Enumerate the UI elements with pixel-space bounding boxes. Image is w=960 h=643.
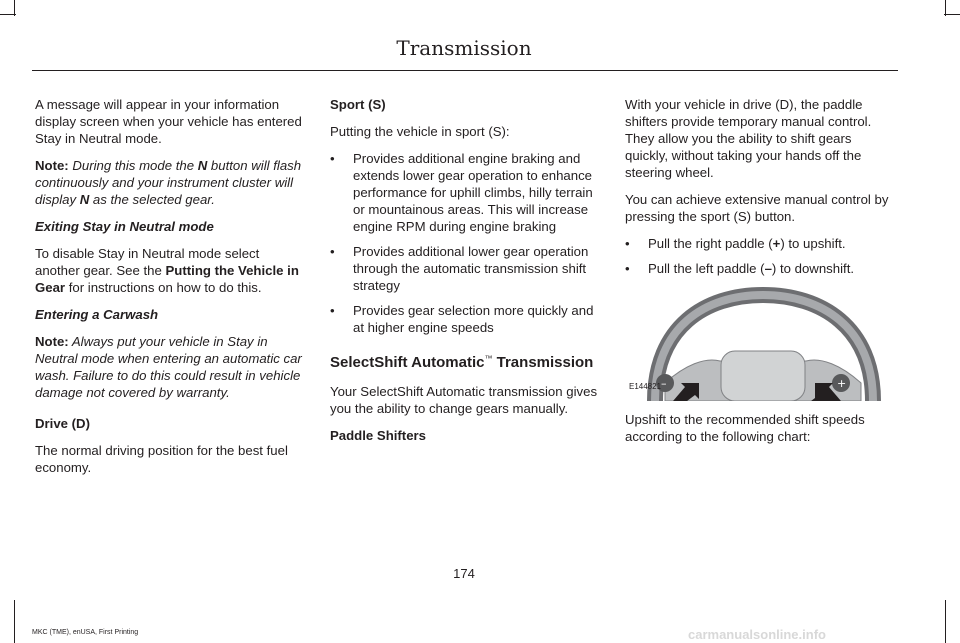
cross-reference-link[interactable]: Putting the Vehicle in Gear (35, 263, 299, 295)
bullet-list (330, 150, 602, 336)
list-item: • Pull the left paddle (–) to downshift. (625, 261, 855, 276)
steering-wheel-icon (625, 287, 895, 401)
crop-mark (14, 600, 15, 643)
svg-text:–: – (661, 377, 667, 390)
column-3 (625, 96, 895, 455)
watermark: carmanualsonline.info (688, 627, 826, 642)
list-item: • Provides additional lower gear operation through the automatic transmission shift strategy (330, 244, 589, 293)
steering-wheel-illustration (625, 287, 895, 401)
crop-mark (14, 0, 15, 16)
paragraph: You can achieve extensive manual control by pressing the sport (S) button. (625, 192, 889, 224)
paragraph: The normal driving position for the best fuel economy. (35, 443, 288, 475)
column-1 (35, 96, 305, 486)
paragraph: To disable Stay in Neutral mode select another gear. See the Putting the Vehicle in Gear for instructions on how to do this. (35, 246, 299, 295)
print-info: MKC (TME), enUSA, First Printing (32, 629, 139, 636)
section-heading-selectshift: SelectShift Automatic™ Transmission (330, 354, 594, 371)
crop-mark (945, 600, 946, 643)
subheading-exiting: Exiting Stay in Neutral mode (35, 219, 214, 234)
note: Note: During this mode the N button will flash continuously and your instrument cluster will display N as the selected gear. (35, 158, 302, 207)
bullet-list (625, 235, 895, 277)
paragraph: A message will appear in your information display screen when your vehicle has entered Stay in Neutral mode. (35, 97, 302, 146)
subheading-paddle-shifters: Paddle Shifters (330, 428, 427, 443)
list-item: • Provides additional engine braking and extends lower gear operation to enhance performance for uphill climbs, hilly terrain or mountainous areas. This will increase engine RPM during engine braking (330, 151, 593, 234)
svg-text:+: + (837, 377, 847, 390)
paragraph: Upshift to the recommended shift speeds according to the following chart: (625, 412, 865, 444)
crop-mark (945, 0, 946, 16)
paragraph: Putting the vehicle in sport (S): (330, 124, 510, 139)
crop-mark (944, 14, 960, 15)
header-rule (32, 70, 898, 71)
figure-label: E144821 (629, 382, 662, 391)
column-2 (330, 96, 602, 454)
list-item: • Pull the right paddle (+) to upshift. (625, 236, 846, 251)
subheading-sport: Sport (S) (330, 97, 386, 112)
paragraph: Your SelectShift Automatic transmission gives you the ability to change gears manually. (330, 384, 598, 416)
page-number: 174 (453, 566, 475, 581)
note: Note: Always put your vehicle in Stay in Neutral mode when entering an automatic car wash. Failure to do this could result in vehicle damage not covered by warranty. (35, 334, 302, 400)
page-title: Transmission (396, 36, 532, 60)
paragraph: With your vehicle in drive (D), the paddle shifters provide temporary manual control. They allow you the ability to shift gears quickly, without taking your hands off the steering wheel. (625, 97, 872, 180)
subheading-drive: Drive (D) (35, 416, 90, 431)
subheading-carwash: Entering a Carwash (35, 307, 159, 322)
list-item: • Provides gear selection more quickly and at higher engine speeds (330, 303, 594, 335)
